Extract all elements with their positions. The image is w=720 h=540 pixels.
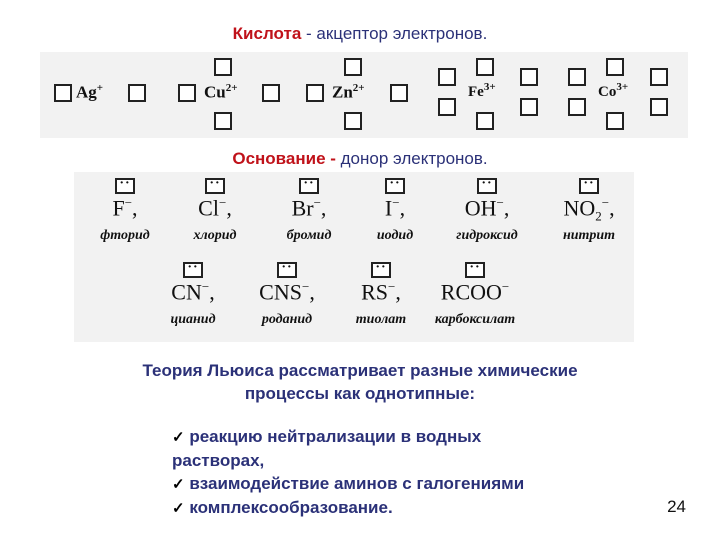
anion-formula [80, 195, 170, 225]
anion-formula [242, 279, 332, 309]
acid-ions-panel [40, 52, 688, 138]
base-anion [336, 262, 426, 332]
empty-orbital-box [650, 98, 668, 116]
anion-name: бромид [286, 228, 332, 243]
formula-charge: − [501, 279, 510, 294]
formula-charge: − [392, 195, 400, 210]
lone-pair-box: ·· [579, 178, 599, 194]
list-item-text: взаимодействие аминов с галогениями [189, 474, 525, 493]
base-anion [442, 178, 532, 248]
empty-orbital-box [178, 84, 196, 102]
empty-orbital-box [128, 84, 146, 102]
theory-statement [0, 359, 720, 405]
ion-symbol: Co [598, 84, 617, 100]
ion-symbol: Ag [76, 82, 97, 102]
formula-charge: − [313, 195, 321, 210]
empty-orbital-box [520, 68, 538, 86]
ion-symbol: Fe [468, 84, 484, 100]
list-item-text-cont: растворах, [172, 451, 265, 470]
anion-name: иодид [376, 228, 414, 243]
empty-orbital-box [606, 58, 624, 76]
checkmark-icon: ✓ [172, 476, 185, 493]
formula-text: RCOO [440, 279, 502, 305]
base-anion [350, 178, 440, 248]
formula-text: CN [171, 279, 202, 305]
acid-ion-fe [438, 52, 548, 138]
lone-pair-box: ·· [115, 178, 135, 194]
formula-separator: , [309, 279, 315, 305]
formula-separator: , [320, 195, 327, 221]
anion-formula [442, 195, 532, 225]
formula-text: NO [563, 195, 596, 221]
formula-charge: − [218, 195, 227, 210]
list-item-text: комплексообразование. [189, 498, 393, 517]
page-number: 24 [667, 497, 686, 516]
empty-orbital-box [438, 68, 456, 86]
list-item [172, 472, 612, 496]
anion-name: гидроксид [456, 228, 518, 243]
formula-separator: , [503, 195, 510, 221]
base-definition: донор электронов. [340, 149, 488, 168]
ion-charge: 3+ [483, 81, 496, 93]
base-dash: - [325, 149, 341, 168]
formula-text: Cl [198, 195, 219, 221]
acid-term: Кислота [232, 24, 302, 43]
theory-line-1: Теория Льюиса рассматривает разные химические [142, 361, 578, 380]
list-item [172, 496, 612, 520]
formula-charge: − [301, 279, 310, 294]
checkmark-icon: ✓ [172, 500, 185, 517]
formula-charge: − [201, 279, 210, 294]
empty-orbital-box [650, 68, 668, 86]
ion-symbol: Zn [332, 82, 353, 102]
ion-charge: 3+ [616, 81, 629, 93]
empty-orbital-box [390, 84, 408, 102]
acid-heading [0, 24, 720, 44]
empty-orbital-box [520, 98, 538, 116]
formula-separator: , [609, 195, 615, 221]
process-list [172, 425, 612, 520]
formula-text: RS [361, 279, 389, 305]
anion-formula [170, 195, 260, 225]
anion-formula [336, 279, 426, 309]
anion-formula [264, 195, 354, 225]
formula-subscript: 2 [595, 208, 602, 224]
formula-separator: , [132, 195, 138, 221]
empty-orbital-box [568, 98, 586, 116]
empty-orbital-box [438, 98, 456, 116]
anion-name: хлорид [193, 228, 237, 243]
empty-orbital-box [54, 84, 72, 102]
anion-formula [148, 279, 238, 309]
empty-orbital-box [306, 84, 324, 102]
bases-panel [74, 172, 634, 342]
base-anion [170, 178, 260, 248]
formula-charge: − [388, 279, 396, 294]
formula-charge: − [496, 195, 504, 210]
lone-pair-box: ·· [299, 178, 319, 194]
base-anion [264, 178, 354, 248]
formula-charge: − [124, 195, 133, 210]
base-term: Основание [232, 149, 326, 168]
formula-text: Br [291, 195, 314, 221]
anion-name: фторид [100, 228, 150, 243]
base-anion [148, 262, 238, 332]
list-item [172, 425, 612, 472]
acid-definition: - акцептор электронов. [301, 24, 488, 43]
ion-charge: 2+ [352, 82, 365, 94]
empty-orbital-box [344, 58, 362, 76]
anion-name: цианид [170, 312, 216, 327]
formula-charge: − [601, 195, 610, 210]
anion-formula [350, 195, 440, 225]
empty-orbital-box [606, 112, 624, 130]
acid-ion-ag [54, 52, 154, 138]
base-heading [0, 149, 720, 169]
anion-formula [544, 195, 634, 225]
empty-orbital-box [214, 112, 232, 130]
lone-pair-box: ·· [385, 178, 405, 194]
list-item-text: реакцию нейтрализации в водных [189, 427, 482, 446]
lone-pair-box: ·· [477, 178, 497, 194]
base-anion [430, 262, 520, 332]
acid-ion-co [568, 52, 678, 138]
empty-orbital-box [214, 58, 232, 76]
checkmark-icon: ✓ [172, 429, 185, 446]
empty-orbital-box [344, 112, 362, 130]
formula-text: OH [464, 195, 497, 221]
formula-text: F [112, 195, 125, 221]
base-anion [80, 178, 170, 248]
anion-name: карбоксилат [434, 312, 516, 327]
formula-separator: , [209, 279, 215, 305]
anion-name: тиолат [355, 312, 407, 327]
ion-charge: 2+ [225, 82, 238, 94]
formula-text: I [384, 195, 393, 221]
anion-name: нитрит [562, 228, 616, 243]
lone-pair-box: ·· [465, 262, 485, 278]
lone-pair-box: ·· [183, 262, 203, 278]
lone-pair-box: ·· [205, 178, 225, 194]
empty-orbital-box [262, 84, 280, 102]
empty-orbital-box [476, 58, 494, 76]
formula-separator: , [399, 195, 406, 221]
empty-orbital-box [568, 68, 586, 86]
acid-ion-cu [178, 52, 290, 138]
anion-formula [430, 279, 520, 309]
base-anion [242, 262, 332, 332]
formula-separator: , [395, 279, 401, 305]
formula-separator: , [226, 195, 232, 221]
lone-pair-box: ·· [371, 262, 391, 278]
ion-symbol: Cu [204, 82, 226, 102]
ion-charge: + [96, 82, 104, 94]
lone-pair-box: ·· [277, 262, 297, 278]
base-anion [544, 178, 634, 248]
acid-ion-zn [306, 52, 418, 138]
formula-text: CNS [259, 279, 302, 305]
empty-orbital-box [476, 112, 494, 130]
theory-line-2: процессы как однотипные: [244, 384, 476, 403]
anion-name: роданид [261, 312, 313, 327]
